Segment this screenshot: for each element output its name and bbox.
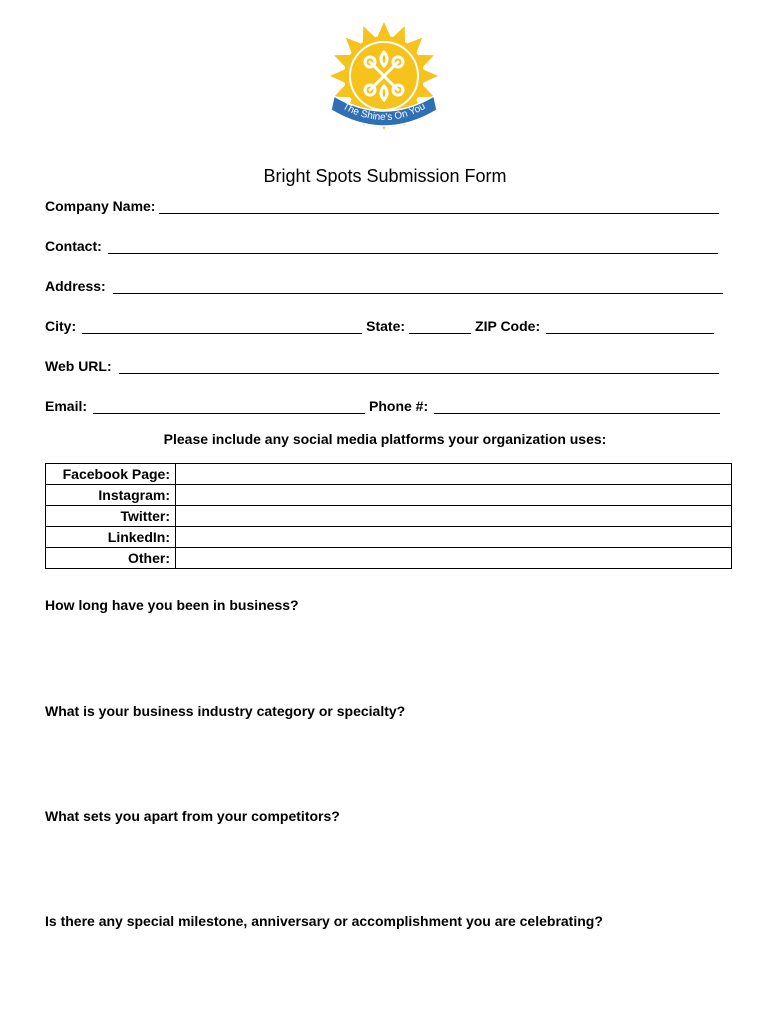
phone-field[interactable] [434, 399, 720, 414]
twitter-field[interactable] [176, 506, 732, 527]
company-name-row [45, 198, 719, 214]
city-field[interactable] [82, 319, 362, 334]
question-years-in-business: How long have you been in business? [45, 597, 299, 613]
address-field[interactable] [113, 279, 723, 294]
city-state-zip-row [45, 318, 714, 334]
web-url-field[interactable] [119, 359, 719, 374]
social-instruction: Please include any social media platforms your organization uses: [163, 431, 607, 447]
table-row [46, 548, 732, 569]
phone-label: Phone #: [369, 398, 429, 414]
table-row [46, 527, 732, 548]
company-name-field[interactable] [159, 199, 719, 214]
facebook-label: Facebook Page: [46, 464, 176, 485]
web-url-row [45, 358, 719, 374]
state-field[interactable] [409, 319, 471, 334]
zip-field[interactable] [546, 319, 714, 334]
question-competitive-advantage: What sets you apart from your competitors? [45, 808, 340, 824]
contact-field[interactable] [108, 239, 718, 254]
address-label: Address: [45, 278, 106, 294]
question-industry-category: What is your business industry category or specialty? [45, 703, 406, 719]
email-field[interactable] [93, 399, 365, 414]
email-label: Email: [45, 398, 88, 414]
email-phone-row [45, 398, 720, 414]
linkedin-field[interactable] [176, 527, 732, 548]
address-row [45, 278, 723, 294]
facebook-field[interactable] [176, 464, 732, 485]
social-media-table [45, 463, 732, 569]
linkedin-label: LinkedIn: [46, 527, 176, 548]
sun-logo [326, 22, 442, 138]
table-row [46, 464, 732, 485]
state-label: State: [366, 318, 406, 334]
form-title: Bright Spots Submission Form [263, 166, 507, 186]
company-name-label: Company Name: [45, 198, 156, 214]
logo-banner-text: The Shine's On You [340, 101, 428, 124]
table-row [46, 485, 732, 506]
instagram-field[interactable] [176, 485, 732, 506]
contact-label: Contact: [45, 238, 102, 254]
web-url-label: Web URL: [45, 358, 112, 374]
zip-label: ZIP Code: [475, 318, 541, 334]
other-label: Other: [46, 548, 176, 569]
other-field[interactable] [176, 548, 732, 569]
question-milestone: Is there any special milestone, anniversary or accomplishment you are celebrating? [45, 913, 603, 929]
contact-row [45, 238, 718, 254]
twitter-label: Twitter: [46, 506, 176, 527]
table-row [46, 506, 732, 527]
city-label: City: [45, 318, 77, 334]
instagram-label: Instagram: [46, 485, 176, 506]
